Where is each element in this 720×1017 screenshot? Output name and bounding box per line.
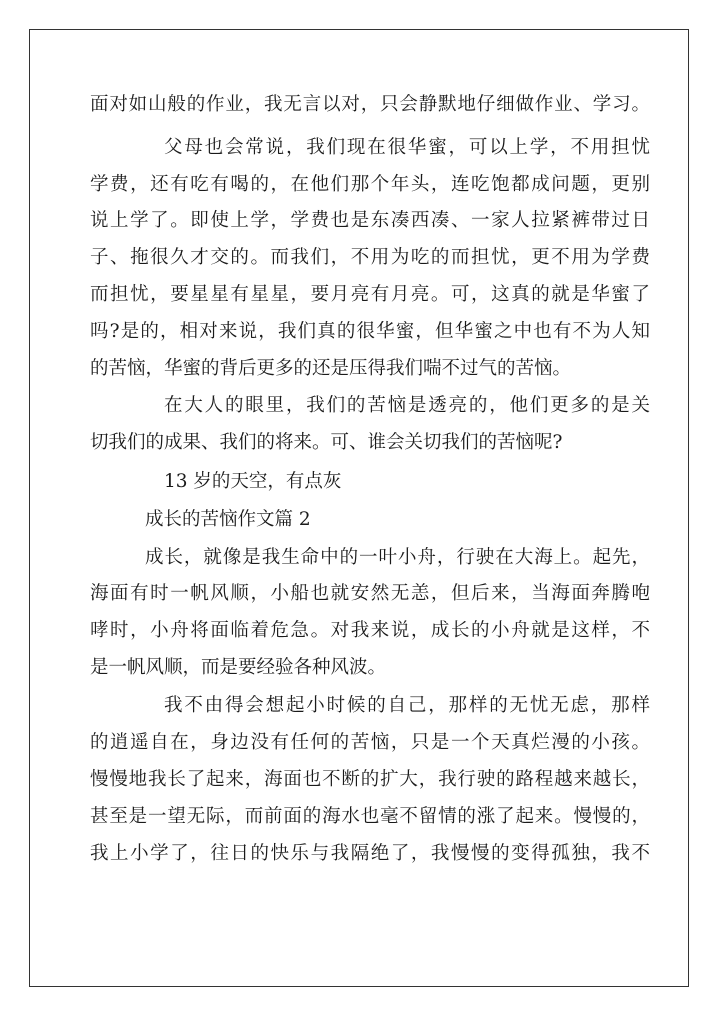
text-line: 说上学了。即使上学，学费也是东凑西凑、一家人拉紧裤带过日 <box>90 210 650 231</box>
paragraph-start-line: 我不由得会想起小时候的自己，那样的无忧无虑，那样 <box>164 695 650 716</box>
subtitle-line: 13 岁的天空，有点灰 <box>164 471 342 492</box>
text-line: 哮时，小舟将面临着危急。对我来说，成长的小舟就是这样，不 <box>90 620 650 641</box>
text-line: 面对如山般的作业，我无言以对，只会静默地仔细做作业、学习。 <box>90 94 650 115</box>
text-line: 学费，还有吃有喝的，在他们那个年头，连吃饱都成问题，更别 <box>90 174 650 195</box>
paragraph-start-line: 父母也会常说，我们现在很华蜜，可以上学，不用担忧 <box>164 137 650 158</box>
text-line: 慢慢地我长了起来，海面也不断的扩大，我行驶的路程越来越长， <box>90 769 650 790</box>
section-heading: 成长的苦恼作文篇 2 <box>145 509 311 530</box>
text-line: 我上小学了，往日的快乐与我隔绝了，我慢慢的变得孤独，我不 <box>90 843 650 864</box>
text-line: 甚至是一望无际，而前面的海水也毫不留情的涨了起来。慢慢的， <box>90 806 650 827</box>
text-line: 切我们的成果、我们的将来。可、谁会关切我们的苦恼呢? <box>90 432 563 453</box>
text-line: 的苦恼，华蜜的背后更多的还是压得我们喘不过气的苦恼。 <box>90 358 572 379</box>
text-line: 子、拖很久才交的。而我们，不用为吃的而担忧，更不用为学费 <box>90 247 650 268</box>
paragraph-start-line: 成长，就像是我生命中的一叶小舟，行驶在大海上。起先， <box>145 547 650 568</box>
text-line: 吗?是的，相对来说，我们真的很华蜜，但华蜜之中也有不为人知 <box>90 321 650 342</box>
text-line: 是一帆风顺，而是要经验各种风波。 <box>90 657 387 678</box>
text-line: 而担忧，要星星有星星，要月亮有月亮。可，这真的就是华蜜了 <box>90 284 650 305</box>
paragraph-start-line: 在大人的眼里，我们的苦恼是透亮的，他们更多的是关 <box>164 395 650 416</box>
text-line: 海面有时一帆风顺，小船也就安然无恙，但后来，当海面奔腾咆 <box>90 583 650 604</box>
text-line: 的逍遥自在，身边没有任何的苦恼，只是一个天真烂漫的小孩。 <box>90 732 650 753</box>
